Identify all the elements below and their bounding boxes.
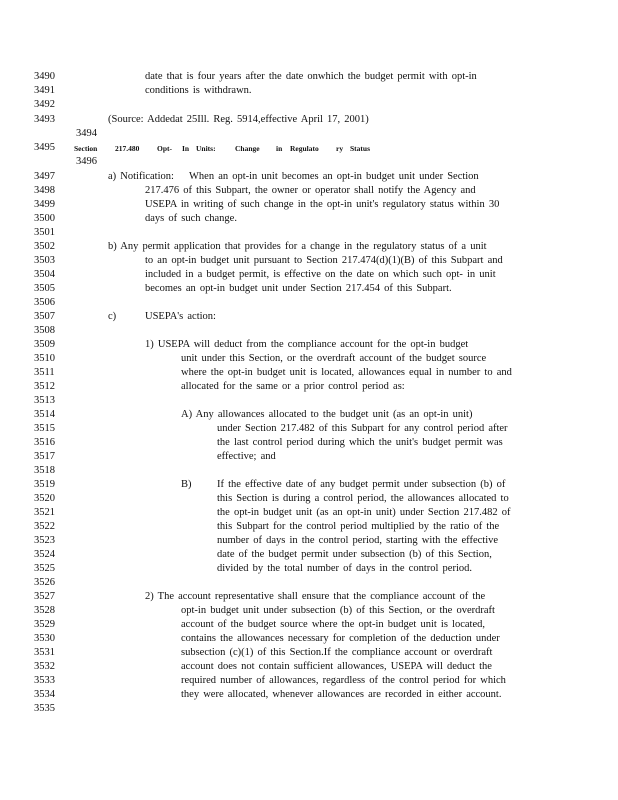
line-number: 3517 xyxy=(34,451,55,462)
line-number: 3498 xyxy=(34,185,55,196)
line-number: 3525 xyxy=(34,563,55,574)
source-note: (Source: Addedat 25Ill. Reg. 5914,effective April 17, 2001) xyxy=(108,114,369,125)
item-2-line: account of the budget source where the opt-in budget unit is located, xyxy=(181,619,485,630)
line-number: 3526 xyxy=(34,577,55,588)
item-a-line: the last control period during which the unit's budget permit was xyxy=(217,437,503,448)
line-number: 3490 xyxy=(34,71,55,82)
line-number: 3515 xyxy=(34,423,55,434)
line-number: 3504 xyxy=(34,269,55,280)
line-number: 3510 xyxy=(34,353,55,364)
item-1-line: allocated for the same or a prior control period as: xyxy=(181,381,405,392)
item-a-line: effective; and xyxy=(217,451,276,462)
section-number: 217.480 xyxy=(115,144,140,153)
para-c-title: USEPA's action: xyxy=(145,311,216,322)
item-1-line: 1) USEPA will deduct from the compliance account for the opt-in budget xyxy=(145,339,469,350)
item-b-line: this Subpart for the control period multiplied by the ratio of the xyxy=(217,521,500,532)
intro-line: conditions is withdrawn. xyxy=(145,85,252,96)
section-label: Section xyxy=(74,144,98,153)
item-2-line: opt-in budget unit under subsection (b) of this Section, or the overdraft xyxy=(181,605,495,616)
line-number: 3532 xyxy=(34,661,55,672)
line-number: 3505 xyxy=(34,283,55,294)
item-b-line: If the effective date of any budget permit under subsection (b) of xyxy=(217,479,506,490)
intro-line: date that is four years after the date onwhich the budget permit with opt-in xyxy=(145,71,477,82)
item-2-line: account does not contain sufficient allowances, USEPA will deduct the xyxy=(181,661,492,672)
line-number: 3528 xyxy=(34,605,55,616)
para-b-line: to an opt-in budget unit pursuant to Section 217.474(d)(1)(B) of this Subpart and xyxy=(145,255,503,266)
line-number: 3535 xyxy=(34,703,55,714)
item-b-line: number of days in the control period, starting with the effective xyxy=(217,535,499,546)
item-2-line: subsection (c)(1) of this Section.If the compliance account or overdraft xyxy=(181,647,493,658)
item-b-line: date of the budget permit under subsection (b) of this Section, xyxy=(217,549,492,560)
section-heading-word: Status xyxy=(350,144,371,153)
line-number: 3494 xyxy=(76,128,97,139)
item-2-line: 2) The account representative shall ensure that the compliance account of the xyxy=(145,591,486,602)
line-number: 3491 xyxy=(34,85,55,96)
item-2-line: required number of allowances, regardless of the control period for which xyxy=(181,675,506,686)
para-b-line: b) Any permit application that provides for a change in the regulatory status of a unit xyxy=(108,241,487,252)
section-heading-word: In xyxy=(182,144,190,153)
para-a-line: When an opt-in unit becomes an opt-in budget unit under Section xyxy=(189,171,479,182)
section-heading-word: Opt- xyxy=(157,144,172,153)
para-a-label: a) Notification: xyxy=(108,171,174,182)
line-number: 3501 xyxy=(34,227,55,238)
item-a-line: under Section 217.482 of this Subpart for any control period after xyxy=(217,423,508,434)
para-a-line: USEPA in writing of such change in the opt-in unit's regulatory status within 30 xyxy=(145,199,500,210)
line-number: 3516 xyxy=(34,437,55,448)
item-b-line: this Section is during a control period, the allowances allocated to xyxy=(217,493,509,504)
item-b-line: divided by the total number of days in the control period. xyxy=(217,563,472,574)
line-number: 3519 xyxy=(34,479,55,490)
item-a-line: A) Any allowances allocated to the budget unit (as an opt-in unit) xyxy=(181,409,473,420)
line-number: 3512 xyxy=(34,381,55,392)
section-heading-word: Units: xyxy=(196,144,216,153)
line-number: 3518 xyxy=(34,465,55,476)
para-a-line: 217.476 of this Subpart, the owner or operator shall notify the Agency and xyxy=(145,185,476,196)
line-number: 3521 xyxy=(34,507,55,518)
line-number: 3533 xyxy=(34,675,55,686)
line-number: 3520 xyxy=(34,493,55,504)
line-number: 3499 xyxy=(34,199,55,210)
line-number: 3531 xyxy=(34,647,55,658)
line-number: 3495 xyxy=(34,142,55,153)
line-number: 3497 xyxy=(34,171,55,182)
para-c-label: c) xyxy=(108,311,117,322)
section-heading-word: Regulato xyxy=(290,144,319,153)
line-number: 3492 xyxy=(34,99,55,110)
line-number: 3509 xyxy=(34,339,55,350)
item-b-label: B) xyxy=(181,479,192,490)
line-number: 3508 xyxy=(34,325,55,336)
para-a-line: days of such change. xyxy=(145,213,237,224)
line-number: 3514 xyxy=(34,409,55,420)
line-number: 3523 xyxy=(34,535,55,546)
section-heading-word: Change xyxy=(235,144,260,153)
para-b-line: included in a budget permit, is effective on the date on which such opt- in unit xyxy=(145,269,496,280)
item-2-line: contains the allowances necessary for completion of the deduction under xyxy=(181,633,500,644)
line-number: 3524 xyxy=(34,549,55,560)
item-1-line: where the opt-in budget unit is located, allowances equal in number to and xyxy=(181,367,512,378)
line-number: 3534 xyxy=(34,689,55,700)
line-number: 3500 xyxy=(34,213,55,224)
section-heading-word: in xyxy=(276,144,283,153)
line-number: 3511 xyxy=(34,367,55,378)
line-number: 3506 xyxy=(34,297,55,308)
line-number: 3507 xyxy=(34,311,55,322)
line-number: 3503 xyxy=(34,255,55,266)
para-b-line: becomes an opt-in budget unit under Section 217.454 of this Subpart. xyxy=(145,283,452,294)
line-number: 3522 xyxy=(34,521,55,532)
line-number: 3527 xyxy=(34,591,55,602)
line-number: 3496 xyxy=(76,156,97,167)
line-number: 3493 xyxy=(34,114,55,125)
line-number: 3530 xyxy=(34,633,55,644)
line-number: 3529 xyxy=(34,619,55,630)
item-2-line: they were allocated, whenever allowances are recorded in either account. xyxy=(181,689,502,700)
item-b-line: the opt-in budget unit (as an opt-in unit) under Section 217.482 of xyxy=(217,507,511,518)
line-number: 3513 xyxy=(34,395,55,406)
line-number: 3502 xyxy=(34,241,55,252)
item-1-line: unit under this Section, or the overdraft account of the budget source xyxy=(181,353,487,364)
section-heading-word: ry xyxy=(336,144,344,153)
